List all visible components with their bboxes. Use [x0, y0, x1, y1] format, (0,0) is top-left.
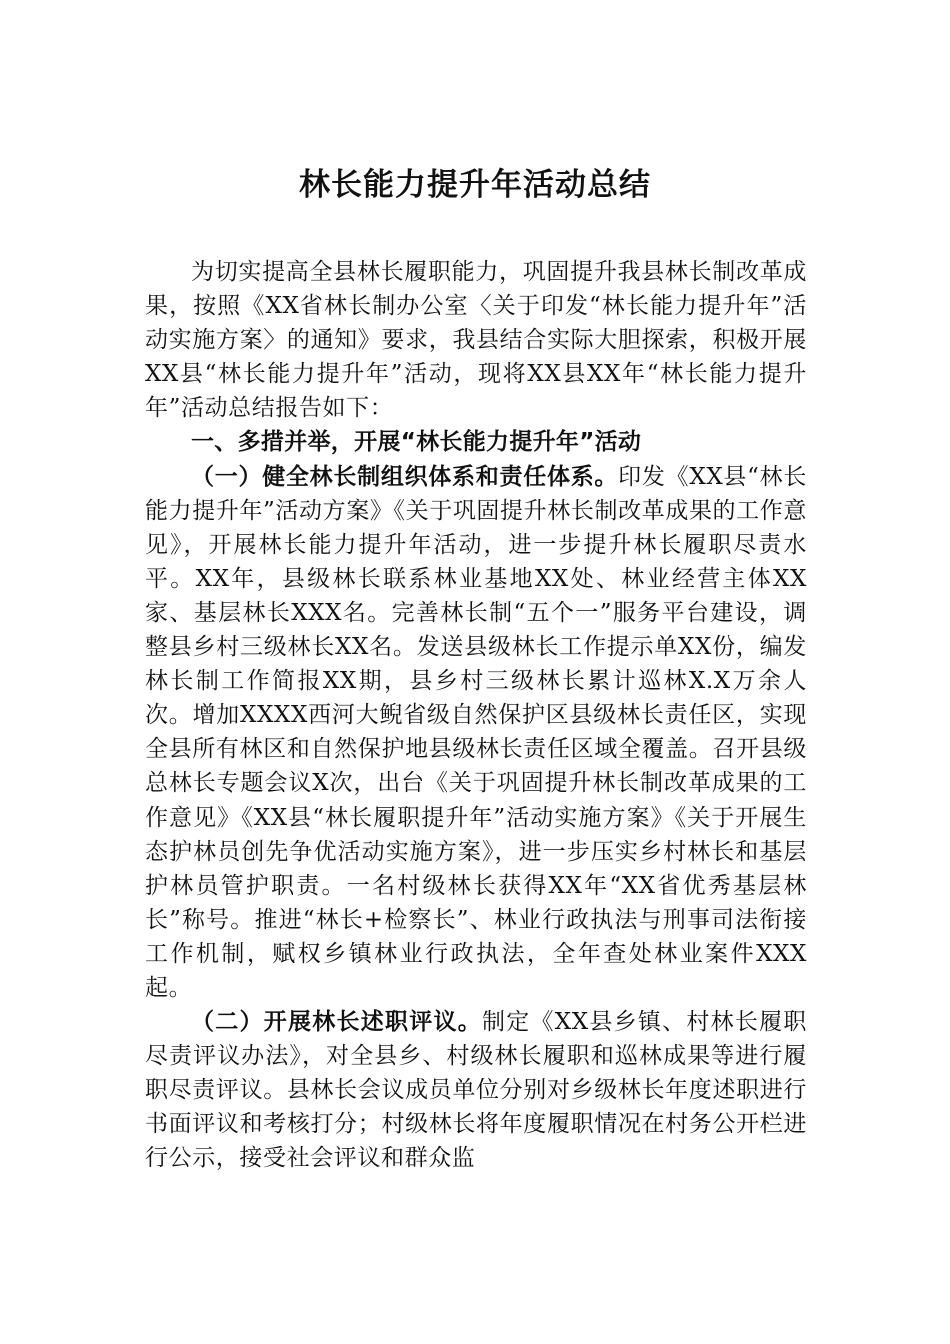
document-title: 林长能力提升年活动总结 [299, 167, 651, 203]
item-text: 印发《XX县“林长能力提升年”活动方案》《关于巩固提升林长制改革成果的工作意见》，开展林长能力提升年活动，进一步提升林长履职尽责水平。XX年，县级林长联系林业基地XX处、林业经营主体XX家、基层林长XXX名。完善林长制“五个一”服务平台建设，调整县乡村三级林长XX名。发送县级林长工作提示单XX份，编发林长制工作简报XX期，县乡村三级林长累计巡林X.X万余人次。增加XXXX西河大鲵省级自然保护区县级林长责任区，实现全县所有林区和自然保护地县级林长责任区域全覆盖。召开县级总林长专题会议X次，出台《关于巩固提升林长制改革成果的工作意见》《XX县“林长履职提升年”活动实施方案》《关于开展生态护林员创先争优活动实施方案》，进一步压实乡村林长和基层护林员管护职责。一名村级林长获得XX年“XX省优秀基层林长”称号。推进“林长+检察长”、林业行政执法与刑事司法衔接工作机制，赋权乡镇林业行政执法，全年查处林业案件XXX起。 [145, 463, 807, 1001]
item-lead: （一）健全林长制组织体系和责任体系。 [191, 462, 619, 490]
document-body [145, 255, 807, 1176]
item-text: 制定《XX县乡镇、村林长履职尽责评议办法》，对全县乡、村级林长履职和巡林成果等进行履职尽责评议。县林长会议成员单位分别对乡级林长年度述职进行书面评议和考核打分；村级林长将年度履职情况在村务公开栏进行公示，接受社会评议和群众监 [145, 1009, 807, 1172]
section-heading: 一、多措并举，开展“林长能力提升年”活动 [191, 429, 642, 456]
item-paragraph [145, 1005, 807, 1175]
intro-paragraph: 为切实提高全县林长履职能力，巩固提升我县林长制改革成果，按照《XX省林长制办公室〈关于印发“林长能力提升年”活动实施方案〉的通知》要求，我县结合实际大胆探索，积极开展XX县“林长能力提升年”活动，现将XX县XX年“林长能力提升年”活动总结报告如下： [145, 259, 807, 422]
item-paragraph [145, 460, 807, 1006]
item-lead: （二）开展林长述职评议。 [191, 1008, 483, 1036]
